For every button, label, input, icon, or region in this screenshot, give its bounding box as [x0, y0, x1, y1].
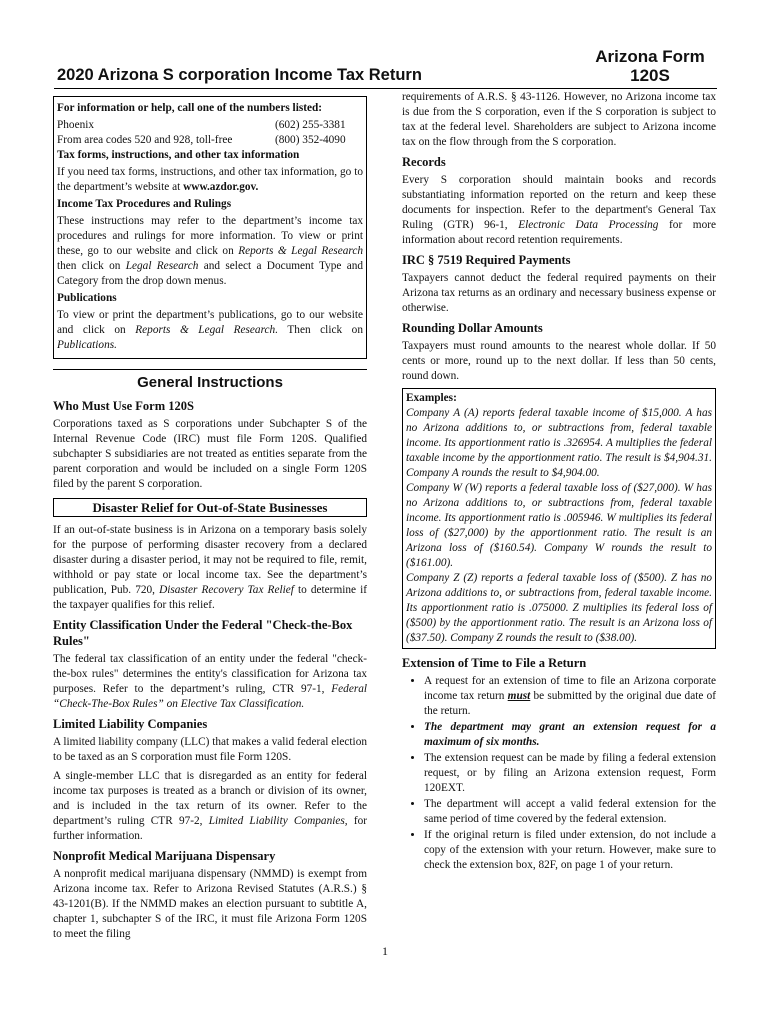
- phoenix-phone: (602) 255-3381: [275, 119, 346, 131]
- examples-heading: Examples:: [406, 392, 457, 404]
- form-name-line1: Arizona Form: [595, 47, 705, 66]
- area-row: [57, 133, 363, 148]
- rounding-heading: Rounding Dollar Amounts: [402, 321, 543, 335]
- who-text: Corporations taxed as S corporations under Subchapter S of the Internal Revenue Code (IRC) must file Form 120S. Qualified subchapter S subsidiaries are not treated as entities separate from the parent corporation and would be included on a single Form 120S filed by the parent S corporation.: [53, 418, 367, 490]
- list-item: • A request for an extension of time to file an Arizona corporate income tax return must be submitted by the original due date of the return.: [424, 674, 716, 719]
- info-box: [53, 96, 367, 359]
- records-text: Every S corporation should maintain books and records substantiating information reported on the return and keep these documents for inspection. Refer to the department's General Tax Ruling (GTR) 96-1, Electronic Data Processing for more information about record retention requirements.: [402, 174, 717, 246]
- procedures-heading: Income Tax Procedures and Rulings: [57, 198, 232, 210]
- phoenix-row: [57, 118, 363, 133]
- left-column: [53, 96, 367, 946]
- area-label: From area codes 520 and 928, toll-free: [57, 134, 233, 146]
- forms-heading: Tax forms, instructions, and other tax information: [57, 149, 300, 161]
- llc-heading: Limited Liability Companies: [53, 717, 208, 731]
- rounding-text: Taxpayers must round amounts to the nearest whole dollar. If 50 cents or more, round up to the next dollar. If less than 50 cents, round down.: [402, 340, 716, 382]
- form-name: [585, 47, 715, 85]
- llc-text-1: A limited liability company (LLC) that makes a valid federal election to be taxed as an S corporation must file Form 120S.: [53, 736, 367, 763]
- example-z: Company Z (Z) reports a federal taxable loss of ($500). Z has no Arizona additions to, or subtractions from, federal taxable income. Its apportionment ratio is .075000. Z multiplies its federal loss of ($500) by the apportionment ratio. The result is an Arizona loss of ($37.50). Company Z rounds the result to ($38.00).: [406, 572, 712, 644]
- who-heading: Who Must Use Form 120S: [53, 399, 194, 413]
- right-column: [402, 90, 716, 874]
- page-title: 2020 Arizona S corporation Income Tax Return: [57, 66, 422, 84]
- list-item: • The department may grant an extension request for a maximum of six months.: [424, 720, 716, 750]
- phoenix-label: Phoenix: [57, 119, 95, 131]
- examples-box: [402, 388, 716, 649]
- info-heading: For information or help, call one of the numbers listed:: [57, 102, 323, 114]
- extension-list: [402, 674, 716, 873]
- example-a: Company A (A) reports federal taxable income of $15,000. A has no Arizona additions to, or subtractions from, federal taxable income. Its apportionment ratio is .326954. A multiplies the federal taxable income by the apportionment ratio. The result is $4,904.31. Company A rounds the result to $4,904.00.: [406, 407, 712, 479]
- forms-text: If you need tax forms, instructions, and other tax information, go to the department’s website at www.azdor.gov.: [57, 166, 363, 193]
- entity-text: The federal tax classification of an entity under the federal "check-the-box rules" determines the entity's classification for Arizona tax purposes. Refer to the department’s ruling, CTR 97-1, Federal “Check-The-Box Rules” on Elective Tax Classification.: [53, 653, 368, 710]
- list-item: • The department will accept a valid federal extension for the same period of time covered by the federal extension.: [424, 797, 716, 827]
- publications-heading: Publications: [57, 292, 117, 304]
- example-w: Company W (W) reports a federal taxable loss of ($27,000). W has no Arizona additions to, or subtractions from, federal taxable income. Its apportionment ratio is .005946. W multiplies its federal loss of ($27,000) by the apportionment ratio. The result is an Arizona loss of ($160.54). Company W rounds the result to ($161.00).: [406, 482, 712, 569]
- records-heading: Records: [402, 155, 446, 169]
- disaster-heading: Disaster Relief for Out-of-State Businesses: [53, 498, 367, 517]
- disaster-text: If an out-of-state business is in Arizona on a temporary basis solely for the purpose of performing disaster recovery from a declared disaster during a disaster period, it may not be required to file, remit, withhold or pay state or local income tax. See the department’s publication, Pub. 720, Disaster Recovery Tax Relief to determine if the taxpayer qualifies for this relief.: [53, 524, 368, 611]
- nmmd-heading: Nonprofit Medical Marijuana Dispensary: [53, 849, 276, 863]
- website-link[interactable]: www.azdor.gov.: [183, 181, 259, 193]
- list-item: • If the original return is filed under extension, do not include a copy of the extension with your return. However, make sure to check the extension box, 82F, on page 1 of your return.: [424, 828, 716, 873]
- general-instructions-heading: General Instructions: [53, 369, 367, 390]
- form-number: 120S: [630, 66, 670, 85]
- continued-text: requirements of A.R.S. § 43-1126. However, no Arizona income tax is due from the S corporation, even if the S corporation is subject to tax at the federal level. Shareholders are subject to Arizona income tax on the flow through from the S corporation.: [402, 91, 716, 148]
- llc-text-2: A single-member LLC that is disregarded as an entity for federal income tax purposes is treated as a branch or division of its owner, and is included in the tax return of its owner. Refer to the department’s ruling CTR 97-2, Limited Liability Companies, for further information.: [53, 770, 368, 842]
- nmmd-text: A nonprofit medical marijuana dispensary (NMMD) is exempt from Arizona income tax. Refer to Arizona Revised Statutes (A.R.S.) § 43-1201(B). If the NMMD makes an election pursuant to subtitle A, chapter 1, subchapter S of the IRC, it must file Arizona Form 120S to meet the filing: [53, 868, 367, 940]
- publications-text: To view or print the department’s publications, go to our website and click on Reports & Legal Research. Then click on Publications.: [57, 309, 363, 351]
- list-item: • The extension request can be made by filing a federal extension request, or by filing an Arizona extension request, Form 120EXT.: [424, 751, 716, 796]
- irc-heading: IRC § 7519 Required Payments: [402, 253, 571, 267]
- area-phone: (800) 352-4090: [275, 134, 346, 146]
- extension-heading: Extension of Time to File a Return: [402, 656, 587, 670]
- entity-heading: Entity Classification Under the Federal "Check-the-Box Rules": [53, 618, 353, 648]
- page-number: 1: [382, 944, 388, 958]
- procedures-text: These instructions may refer to the department’s income tax procedures and rulings for more information. To view or print these, go to our website and click on Reports & Legal Research then click on Legal Research and select a Document Type and Category from the drop down menus.: [57, 215, 364, 287]
- header-rule: [54, 88, 717, 89]
- irc-text: Taxpayers cannot deduct the federal required payments on their Arizona tax returns as an ordinary and necessary business expense or otherwise.: [402, 272, 716, 314]
